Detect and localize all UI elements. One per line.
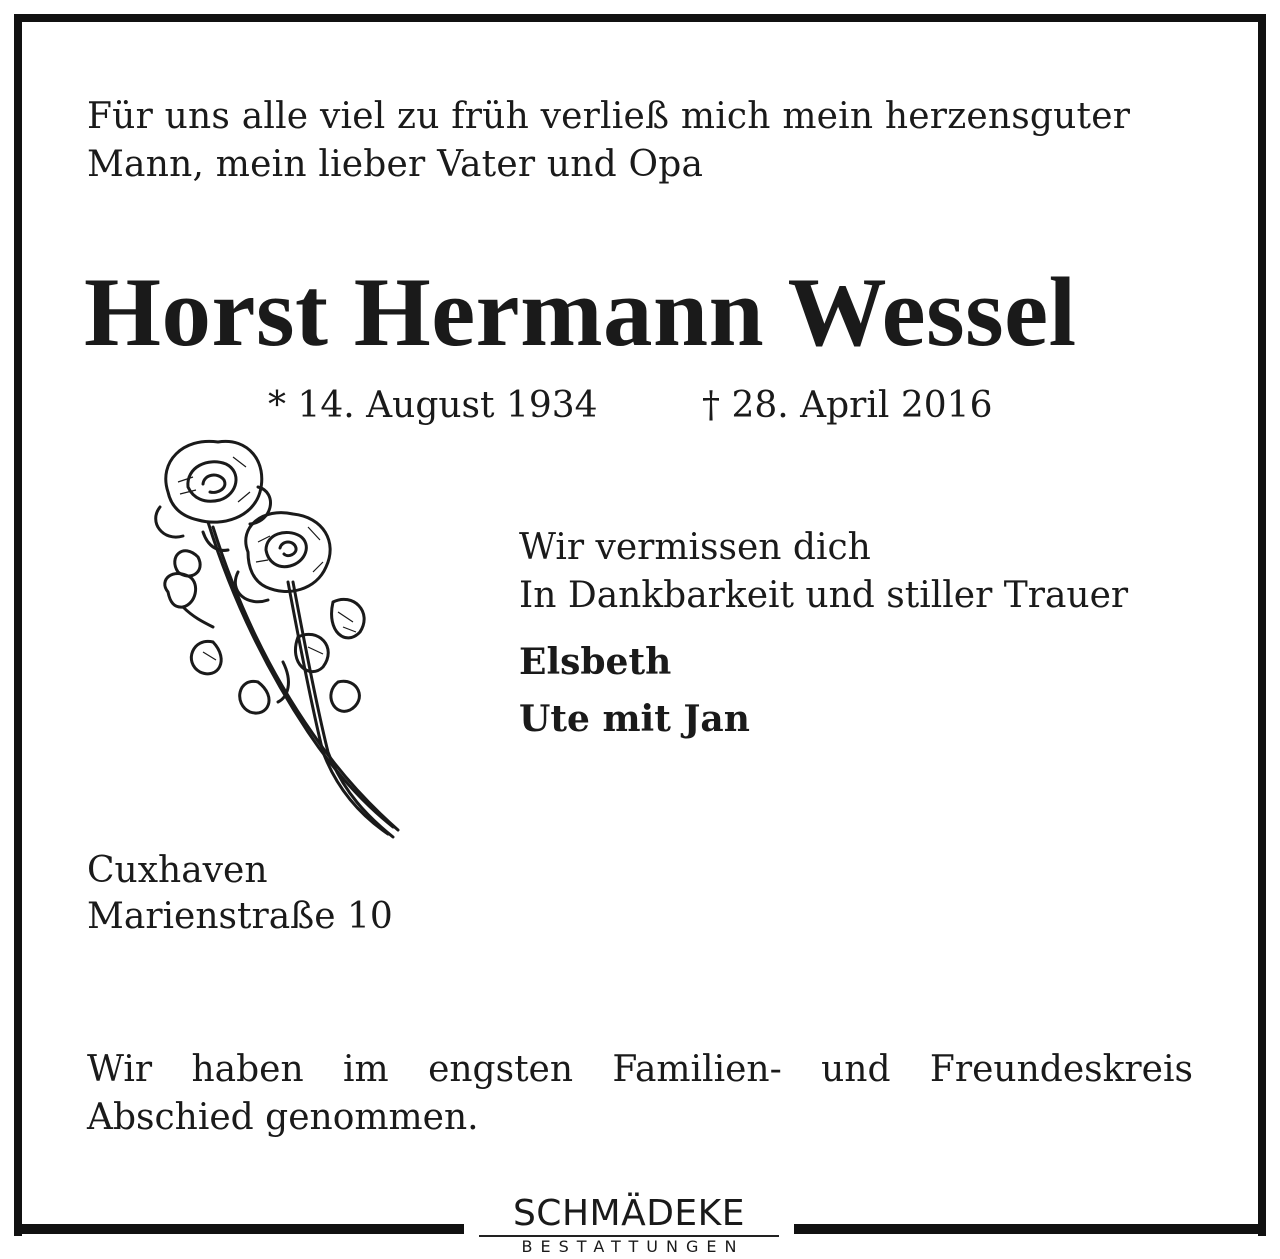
logo-subtitle: BESTATTUNGEN xyxy=(521,1237,745,1256)
message-line-2: In Dankbarkeit und stiller Trauer xyxy=(519,575,1129,616)
address-street: Marienstraße 10 xyxy=(87,896,393,937)
message-line-1: Wir vermissen dich xyxy=(519,527,871,568)
intro-text xyxy=(87,93,1197,189)
border-bottom-left xyxy=(14,1224,464,1234)
closing-word: Familien- xyxy=(612,1049,782,1090)
address-city: Cuxhaven xyxy=(87,850,268,891)
closing-word: und xyxy=(821,1049,891,1090)
closing-word: im xyxy=(343,1049,389,1090)
mourner-name: Ute mit Jan xyxy=(519,698,750,740)
mourning-message xyxy=(519,524,1219,620)
closing-word: haben xyxy=(191,1049,304,1090)
death-date: † 28. April 2016 xyxy=(702,385,993,426)
closing-line-1 xyxy=(87,1046,1193,1094)
closing-line-2: Abschied genommen. xyxy=(87,1097,479,1138)
address-block xyxy=(87,848,587,940)
closing-word: Freundeskreis xyxy=(929,1049,1193,1090)
birth-date: * 14. August 1934 xyxy=(268,385,598,426)
intro-line-1: Für uns alle viel zu früh verließ mich mein herzensguter xyxy=(87,96,1131,137)
closing-text xyxy=(87,1046,1193,1142)
border-bottom-right xyxy=(794,1224,1266,1234)
closing-word: engsten xyxy=(428,1049,574,1090)
logo-brand: SCHMÄDEKE xyxy=(512,1193,746,1234)
closing-word: Wir xyxy=(87,1049,153,1090)
funeral-home-logo xyxy=(474,1194,784,1259)
deceased-name: Horst Hermann Wessel xyxy=(84,258,1077,367)
mourner-name: Elsbeth xyxy=(519,641,672,683)
roses-icon xyxy=(138,432,418,842)
intro-line-2: Mann, mein lieber Vater und Opa xyxy=(87,144,704,185)
